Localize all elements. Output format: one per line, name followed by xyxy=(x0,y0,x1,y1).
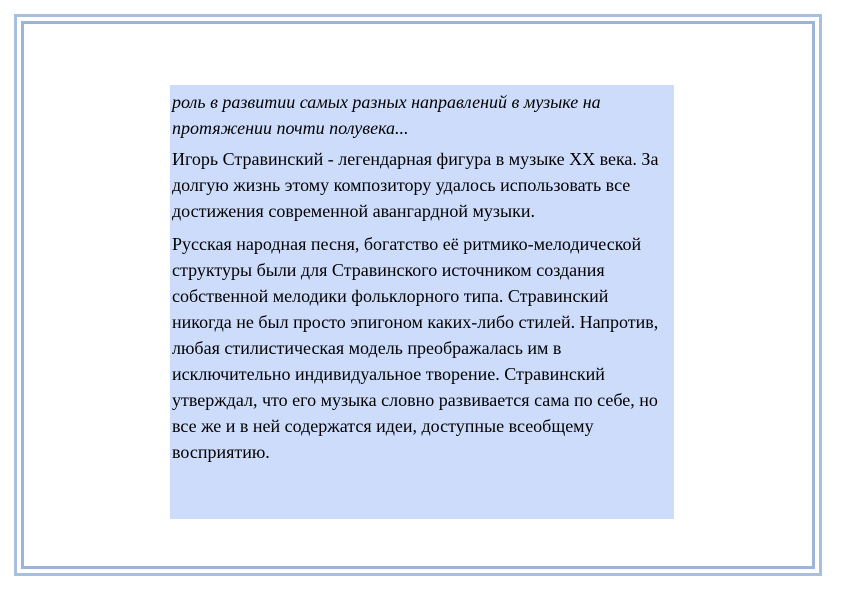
paragraph-folk-song: Русская народная песня, богатство её ритмико-мелодической структуры были для Стравинского источником создания собственной мелодики фольклорного типа. Стравинский никогда не был просто эпигоном каких-либо стилей. Напротив, любая стилистическая модель преображалась им в исключительно индивидуальное творение. Стравинский утверждал, что его музыка словно развивается сама по себе, но все же и в ней содержатся идеи, доступные всеобщему восприятию. xyxy=(172,234,659,462)
paragraph-stravinsky-intro: Игорь Стравинский - легендарная фигура в музыке XX века. За долгую жизнь этому композитору удалось использовать все достижения современной авангардной музыки. xyxy=(172,149,659,221)
text-block xyxy=(170,85,674,519)
intro-paragraph: роль в развитии самых разных направлений в музыке на протяжении почти полувека... xyxy=(172,92,601,138)
